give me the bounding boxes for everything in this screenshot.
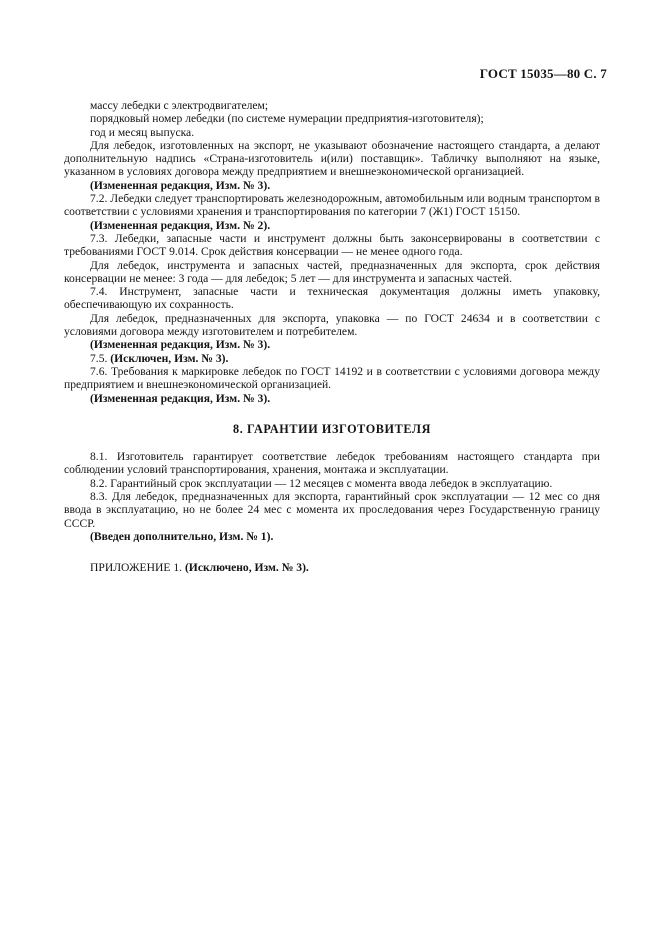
appendix-label: ПРИЛОЖЕНИЕ 1. xyxy=(90,561,185,575)
revision-note: (Исключен, Изм. № 3). xyxy=(110,351,229,365)
appendix-note: (Исключено, Изм. № 3). xyxy=(184,561,309,575)
paragraph: Для лебедок, предназначенных для экспорта, упаковка — по ГОСТ 24634 и в соответствии с условиями договора между изготовителем и потребителем. xyxy=(64,311,600,339)
page-header: ГОСТ 15035—80 С. 7 xyxy=(479,66,607,81)
revision-note: (Измененная редакция, Изм. № 3). xyxy=(90,338,271,352)
paragraph: год и месяц выпуска. xyxy=(90,125,195,139)
paragraph: Для лебедок, изготовленных на экспорт, не указывают обозначение настоящего стандарта, а делают дополнительную надпись «Страна-изготовитель и(или) поставщик». Табличку выполняют на языке, указанном в условиях договора между предприятием и внешнеэкономической организацией. xyxy=(64,138,600,179)
revision-note: (Измененная редакция, Изм. № 2). xyxy=(90,218,271,232)
revision-note: (Измененная редакция, Изм. № 3). xyxy=(90,391,271,405)
paragraph-7-5 xyxy=(64,352,600,365)
paragraph: 8.1. Изготовитель гарантирует соответствие лебедок требованиям настоящего стандарта при соблюдении условий транспортирования, хранения, монтажа и эксплуатации. xyxy=(64,450,600,477)
section-title: 8. ГАРАНТИИ ИЗГОТОВИТЕЛЯ xyxy=(233,421,431,436)
paragraph: массу лебедки с электродвигателем; xyxy=(90,99,269,112)
paragraph: 8.2. Гарантийный срок эксплуатации — 12 месяцев с момента ввода лебедок в эксплуатацию. xyxy=(90,476,553,490)
paragraph: порядковый номер лебедки (по системе нумерации предприятия-изготовителя); xyxy=(90,112,484,126)
paragraph: 8.3. Для лебедок, предназначенных для экспорта, гарантийный срок эксплуатации — 12 мес со дня ввода в эксплуатацию, но не более 24 мес с момента их проследования через Государственную границу СССР. xyxy=(64,490,600,530)
paragraph: 7.4. Инструмент, запасные части и техническая документация должны иметь упаковку, обеспечивающую их сохранность. xyxy=(64,285,600,312)
revision-note: (Введен дополнительно, Изм. № 1). xyxy=(90,529,274,543)
revision-note: (Измененная редакция, Изм. № 3). xyxy=(90,178,271,192)
clause-number: 7.5. xyxy=(90,351,111,365)
appendix-line xyxy=(64,561,600,574)
paragraph: 7.2. Лебедки следует транспортировать железнодорожным, автомобильным или водным транспортом в соответствии с условиями хранения и транспортирования по категории 7 (Ж1) ГОСТ 15150. xyxy=(64,192,600,219)
paragraph: 7.3. Лебедки, запасные части и инструмент должны быть законсервированы в соответствии с требованиями ГОСТ 9.014. Срок действия консервации — не менее одного года. xyxy=(64,231,600,259)
document-body xyxy=(64,99,600,575)
paragraph: 7.6. Требования к маркировке лебедок по ГОСТ 14192 и в соответствии с условиями договора между предприятием и внешнеэкономической организацией. xyxy=(64,364,600,392)
paragraph: Для лебедок, инструмента и запасных частей, предназначенных для экспорта, срок действия консервации не менее: 3 года — для лебедок; 5 лет — для инструмента и запасных частей. xyxy=(64,258,600,285)
